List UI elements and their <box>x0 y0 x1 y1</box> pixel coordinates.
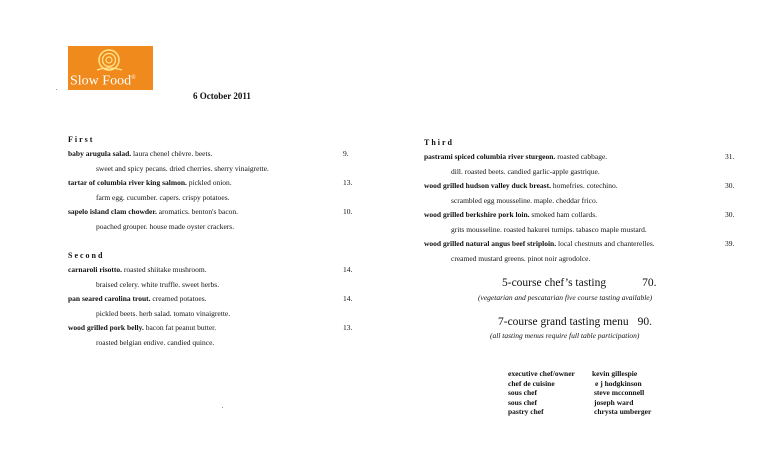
slow-food-logo <box>68 46 153 90</box>
tasting-menu-5-course: 5-course chef’s tasting 70. <box>502 277 657 289</box>
staff-role: executive chef/owner <box>508 369 575 378</box>
tasting-note: (vegetarian and pescatarian five course tasting available) <box>478 293 653 302</box>
menu-item-name: pastrami spiced columbia river sturgeon. roasted cabbage. <box>424 152 608 161</box>
menu-item-name: pan seared carolina trout. creamed potatoes. <box>68 294 207 303</box>
staff-role: chef de cuisine <box>508 378 555 388</box>
staff-name: e j hodgkinson <box>595 378 642 388</box>
staff-names <box>592 369 651 417</box>
menu-item-description: grits mousseline. roasted hakurei turnips. tabasco maple mustard. <box>451 225 647 234</box>
staff-role: sous chef <box>508 388 537 397</box>
menu-item-name: wood grilled natural angus beef striploin. local chestnuts and chanterelles. <box>424 239 655 248</box>
menu-item-price: 31. <box>725 152 735 161</box>
menu-item-name: carnaroli risotto. roasted shiitake mushroom. <box>68 265 207 274</box>
menu-item-description: poached grouper. house made oyster crackers. <box>96 222 235 231</box>
menu-item-price: 30. <box>725 181 735 190</box>
menu-item-price: 9. <box>343 149 349 158</box>
section-second-heading: Second <box>68 251 105 260</box>
menu-item-name: sapelo island clam chowder. aromatics. benton's bacon. <box>68 207 239 216</box>
section-third-heading: Third <box>424 138 455 147</box>
menu-item-price: 14. <box>343 265 353 274</box>
menu-item-price: 13. <box>343 323 353 332</box>
speck <box>222 407 223 408</box>
section-first-heading: First <box>68 135 95 144</box>
menu-item-description: pickled beets. herb salad. tomato vinaigrette. <box>96 309 231 318</box>
menu-item-name: baby arugula salad. laura chenel chèvre. beets. <box>68 149 213 158</box>
staff-role: sous chef <box>508 397 537 407</box>
staff-role: pastry chef <box>508 407 544 416</box>
menu-item-price: 39. <box>725 239 735 248</box>
snail-icon <box>94 48 124 72</box>
menu-item-price: 10. <box>343 207 353 216</box>
menu-item-name: wood grilled berkshire pork loin. smoked ham collards. <box>424 210 597 219</box>
logo-text: Slow Food® <box>70 74 136 89</box>
staff-name: joseph ward <box>594 397 634 407</box>
tasting-note: (all tasting menus require full table participation) <box>490 331 640 340</box>
menu-item-description: roasted belgian endive. candied quince. <box>96 338 215 347</box>
menu-item-price: 13. <box>343 178 353 187</box>
menu-date: 6 October 2011 <box>193 91 251 101</box>
staff-name: chrysta umberger <box>594 407 652 416</box>
menu-item-price: 30. <box>725 210 735 219</box>
menu-item-price: 14. <box>343 294 353 303</box>
staff-name: steve mcconnell <box>594 388 645 397</box>
menu-item-name: wood grilled hudson valley duck breast. homefries. cotechino. <box>424 181 618 190</box>
menu-item-description: farm egg. cucumber. capers. crispy potatoes. <box>96 193 230 202</box>
staff-roles <box>508 369 575 417</box>
menu-item-description: scrambled egg mousseline. maple. cheddar frico. <box>451 196 598 205</box>
staff-name: kevin gillespie <box>592 369 638 378</box>
menu-item-description: sweet and spicy pecans. dried cherries. sherry vinaigrette. <box>96 164 269 173</box>
menu-item-description: braised celery. white truffle. sweet herbs. <box>96 280 220 289</box>
menu-item-name: wood grilled pork belly. bacon fat peanut butter. <box>68 323 217 332</box>
menu-item-description: dill. roasted beets. candied garlic-apple gastrique. <box>451 167 600 176</box>
tasting-menu-7-course: 7-course grand tasting menu 90. <box>498 316 652 328</box>
menu-item-name: tartar of columbia river king salmon. pickled onion. <box>68 178 232 187</box>
speck <box>56 89 57 90</box>
menu-item-description: creamed mustard greens. pinot noir agrodolce. <box>451 254 591 263</box>
